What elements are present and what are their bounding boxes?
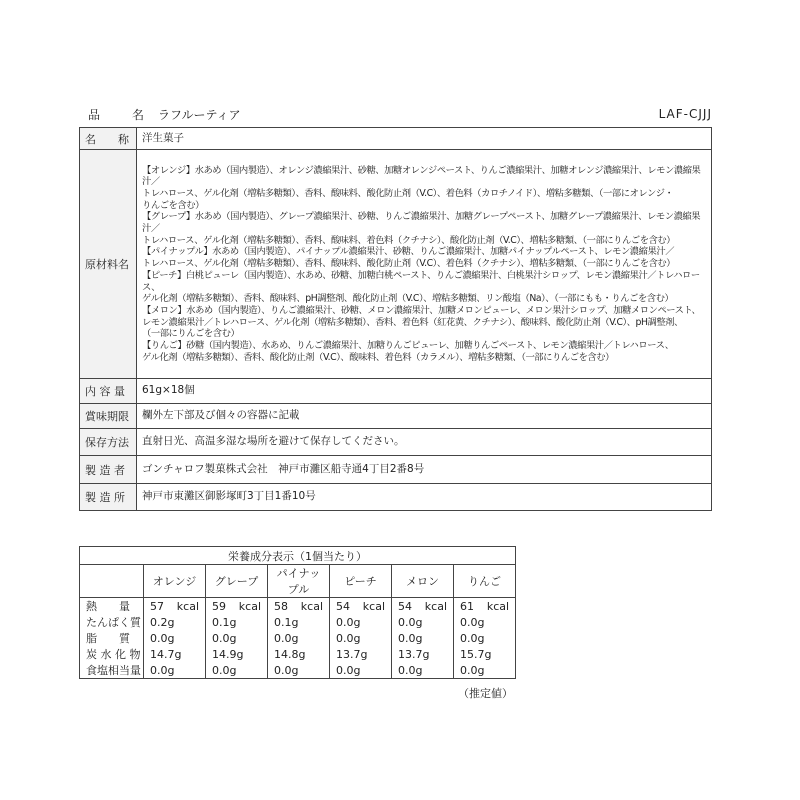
spec-label: 名 称 [80, 128, 137, 150]
nutrient-number: 0.0g [212, 663, 237, 677]
nutrient-number: 0.0g [150, 663, 175, 677]
nutrition-corner [80, 565, 144, 598]
nutrient-number: 0.0g [460, 663, 485, 677]
ingredient-line: レモン濃縮果汁／トレハロース、ゲル化剤（増粘多糖類）、香料、着色料（紅花黄、クチナシ）、酸味料、酸化防止剤（V.C）、pH調整剤、 [142, 316, 683, 328]
nutrient-number: 13.7g [398, 647, 430, 661]
flavor-header: りんご [454, 565, 516, 598]
nutrient-label: 食塩相当量 [80, 662, 144, 679]
ingredient-line: 【パイナップル】水あめ（国内製造）、パイナップル濃縮果汁、砂糖、りんご濃縮果汁、加糖パイナップルペースト、レモン濃縮果汁／ [142, 246, 675, 258]
ingredient-line: 【ピーチ】白桃ピューレ（国内製造）、水あめ、砂糖、加糖白桃ペースト、りんご濃縮果汁、白桃果汁シロップ、レモン濃縮果汁／トレハロース、 [142, 269, 700, 293]
nutrient-value [392, 614, 454, 630]
nutrient-number: 0.0g [398, 663, 423, 677]
nutrient-number: 54 [336, 599, 350, 613]
product-code: LAF-CJJJ [658, 107, 712, 121]
nutrient-unit: kcal [362, 599, 385, 613]
nutrition-caption: 栄養成分表示（1個当たり） [80, 547, 516, 565]
nutrition-header-row [80, 565, 516, 598]
nutrient-value [144, 598, 206, 615]
product-spec-table [79, 127, 712, 511]
nutrient-number: 54 [398, 599, 412, 613]
nutrient-number: 14.9g [212, 647, 244, 661]
spec-value: 神戸市東灘区御影塚町3丁目1番10号 [137, 484, 712, 511]
spec-label: 原材料名 [80, 150, 137, 379]
nutrient-number: 61 [460, 599, 474, 613]
nutrient-unit: kcal [238, 599, 261, 613]
ingredient-line: 【りんご】砂糖（国内製造）、水あめ、りんご濃縮果汁、加糖りんごピューレ、加糖りんごペースト、レモン濃縮果汁／トレハロース、 [142, 340, 674, 352]
flavor-header: グレープ [206, 565, 268, 598]
product-name-label: 品 名 [88, 108, 155, 122]
nutrient-value [144, 662, 206, 679]
spec-value: 欄外左下部及び個々の容器に記載 [137, 404, 712, 429]
nutrient-value [206, 662, 268, 679]
nutrition-row [80, 646, 516, 662]
nutrient-number: 0.0g [336, 631, 361, 645]
ingredient-line: トレハロース、ゲル化剤（増粘多糖類）、香料、酸味料、着色料（クチナシ）、酸化防止剤（V.C）、増粘多糖類、（一部にりんごを含む） [142, 234, 676, 246]
nutrient-number: 0.0g [398, 631, 423, 645]
spec-row-content [80, 379, 712, 404]
nutrient-value [392, 598, 454, 615]
nutrient-value [144, 630, 206, 646]
nutrient-value [268, 598, 330, 615]
spec-row-name [80, 128, 712, 150]
spec-label: 保存方法 [80, 429, 137, 456]
spec-label: 製 造 所 [80, 484, 137, 511]
nutrient-value [206, 598, 268, 615]
ingredient-line: トレハロース、ゲル化剤（増粘多糖類）、香料、酸味料、酸化防止剤（V.C）、着色料（クチナシ）、増粘多糖類、（一部にりんごを含む） [142, 258, 676, 270]
ingredient-line: 【グレープ】水あめ（国内製造）、グレープ濃縮果汁、砂糖、りんご濃縮果汁、加糖グレープペースト、加糖グレープ濃縮果汁、レモン濃縮果汁／ [142, 211, 701, 235]
nutrition-row [80, 598, 516, 615]
nutrient-value [206, 630, 268, 646]
flavor-header: メロン [392, 565, 454, 598]
nutrient-number: 14.8g [274, 647, 306, 661]
nutrition-section [79, 546, 515, 701]
nutrient-number: 13.7g [336, 647, 368, 661]
nutrient-value [144, 646, 206, 662]
nutrient-value [268, 646, 330, 662]
ingredients-list [137, 150, 712, 379]
nutrient-value [330, 598, 392, 615]
nutrient-number: 14.7g [150, 647, 182, 661]
nutrient-number: 59 [212, 599, 226, 613]
nutrient-value [454, 630, 516, 646]
nutrient-number: 0.0g [336, 615, 361, 629]
nutrient-number: 0.0g [274, 663, 299, 677]
nutrient-value [392, 662, 454, 679]
spec-label: 賞味期限 [80, 404, 137, 429]
nutrient-number: 58 [274, 599, 288, 613]
nutrient-number: 0.0g [150, 631, 175, 645]
spec-value: ゴンチャロフ製菓株式会社 神戸市灘区船寺通4丁目2番8号 [137, 456, 712, 484]
nutrient-value [330, 614, 392, 630]
nutrition-row [80, 630, 516, 646]
nutrient-value [454, 646, 516, 662]
nutrition-caption-row [80, 547, 516, 565]
ingredient-line: （一部にりんごを含む） [142, 328, 240, 340]
nutrient-value [206, 646, 268, 662]
nutrient-value [392, 646, 454, 662]
spec-row-ingredients [80, 150, 712, 379]
nutrition-row [80, 662, 516, 679]
nutrition-row [80, 614, 516, 630]
nutrient-label: 炭 水 化 物 [80, 646, 144, 662]
product-name-value: ラフルーティア [158, 108, 241, 122]
nutrient-unit: kcal [176, 599, 199, 613]
nutrition-table [79, 546, 516, 679]
ingredient-line: りんごを含む） [142, 199, 204, 211]
nutrient-value [454, 614, 516, 630]
spec-value: 洋生菓子 [137, 128, 712, 150]
flavor-header: パイナップル [268, 565, 330, 598]
flavor-header: オレンジ [144, 565, 206, 598]
nutrient-value [268, 662, 330, 679]
ingredient-line: ゲル化剤（増粘多糖類）、香料、酸味料、pH調整剤、酸化防止剤（V.C）、増粘多糖類、リン酸塩（Na）、（一部にもも・りんごを含む） [142, 293, 674, 305]
nutrient-label: 熱 量 [80, 598, 144, 615]
nutrient-number: 57 [150, 599, 164, 613]
nutrient-value [330, 630, 392, 646]
spec-value: 61g×18個 [137, 379, 712, 404]
nutrient-value [268, 630, 330, 646]
nutrient-number: 0.2g [150, 615, 175, 629]
nutrient-number: 0.0g [212, 631, 237, 645]
nutrient-value [392, 630, 454, 646]
nutrient-number: 0.0g [336, 663, 361, 677]
nutrient-label: 脂 質 [80, 630, 144, 646]
nutrient-number: 15.7g [460, 647, 492, 661]
nutrient-number: 0.0g [460, 615, 485, 629]
nutrient-value [330, 646, 392, 662]
nutrient-value [268, 614, 330, 630]
nutrient-value [144, 614, 206, 630]
spec-label: 製 造 者 [80, 456, 137, 484]
nutrient-number: 0.1g [212, 615, 237, 629]
spec-row-factory [80, 484, 712, 511]
estimated-note: （推定値） [458, 687, 513, 700]
nutrient-value [206, 614, 268, 630]
spec-row-best-before [80, 404, 712, 429]
flavor-header: ピーチ [330, 565, 392, 598]
ingredient-line: ゲル化剤（増粘多糖類）、香料、酸化防止剤（V.C）、酸味料、着色料（カラメル）、増粘多糖類、（一部にりんごを含む） [142, 351, 614, 363]
ingredient-line: トレハロース、ゲル化剤（増粘多糖類）、香料、酸味料、酸化防止剤（V.C）、着色料（カロチノイド）、増粘多糖類、（一部にオレンジ・ [142, 187, 674, 199]
nutrient-value [454, 598, 516, 615]
nutrient-unit: kcal [424, 599, 447, 613]
spec-label: 内 容 量 [80, 379, 137, 404]
spec-value: 直射日光、高温多湿な場所を避けて保存してください。 [137, 429, 712, 456]
nutrient-value [330, 662, 392, 679]
nutrient-number: 0.0g [460, 631, 485, 645]
nutrient-unit: kcal [486, 599, 510, 613]
nutrient-label: たんぱく質 [80, 614, 144, 630]
product-name-line [88, 106, 241, 123]
ingredient-line: 【オレンジ】水あめ（国内製造）、オレンジ濃縮果汁、砂糖、加糖オレンジペースト、りんご濃縮果汁、加糖オレンジ濃縮果汁、レモン濃縮果汁／ [142, 164, 701, 188]
nutrient-number: 0.0g [398, 615, 423, 629]
nutrient-unit: kcal [300, 599, 323, 613]
spec-row-manufacturer [80, 456, 712, 484]
ingredient-line: 【メロン】水あめ（国内製造）、りんご濃縮果汁、砂糖、メロン濃縮果汁、加糖メロンピューレ、メロン果汁シロップ、加糖メロンペースト、 [142, 304, 701, 316]
nutrient-number: 0.1g [274, 615, 299, 629]
spec-row-storage [80, 429, 712, 456]
nutrient-number: 0.0g [274, 631, 299, 645]
nutrient-value [454, 662, 516, 679]
